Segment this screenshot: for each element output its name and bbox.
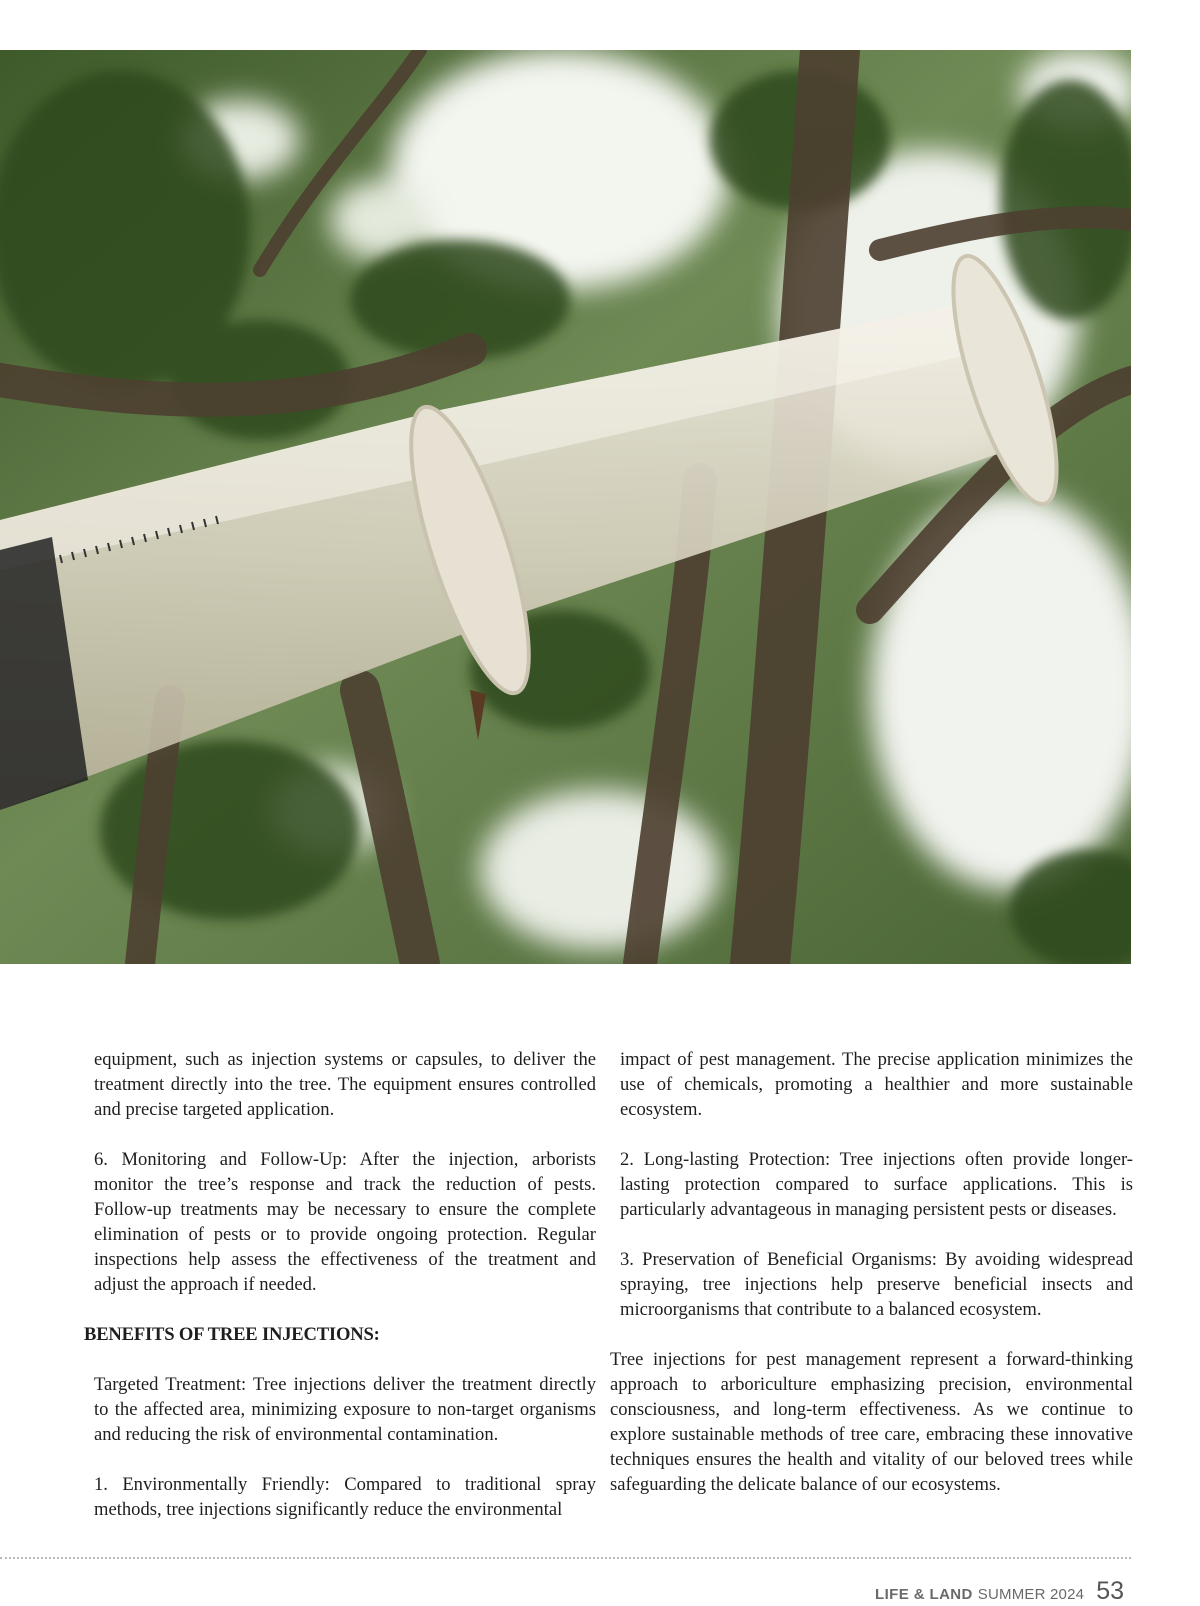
paragraph-monitoring: 6. Monitoring and Follow-Up: After the injection, arborists monitor the tree’s response and track the reduction of pests. Follow-up treatments may be necessary to ensure the complete elimination of pests or to provide ongoing protection. Regular inspections help assess the effectiveness of the treatment and adjust the approach if needed. bbox=[94, 1149, 596, 1295]
photo-illustration bbox=[0, 50, 1131, 964]
paragraph-impact: impact of pest management. The precise application minimizes the use of chemicals, promoting a healthier and more sustainable ecosystem. bbox=[620, 1049, 1133, 1120]
left-column bbox=[84, 1047, 596, 1547]
right-column bbox=[610, 1047, 1133, 1497]
paragraph-preservation: 3. Preservation of Beneficial Organisms: By avoiding widespread spraying, tree injections help preserve beneficial insects and microorganisms that contribute to a balanced ecosystem. bbox=[620, 1249, 1133, 1320]
page-footer bbox=[875, 1577, 1124, 1606]
page-number: 53 bbox=[1096, 1577, 1124, 1605]
issue-label: SUMMER 2024 bbox=[977, 1586, 1085, 1603]
heading-benefits: BENEFITS OF TREE INJECTIONS: bbox=[84, 1324, 380, 1345]
syringe-in-tree-photo bbox=[0, 50, 1131, 964]
paragraph-long-lasting: 2. Long-lasting Protection: Tree injections often provide longer-lasting protection compared to surface applications. This is particularly advantageous in managing persistent pests or diseases. bbox=[620, 1149, 1133, 1220]
magazine-name: LIFE & LAND bbox=[875, 1586, 973, 1603]
paragraph-equipment: equipment, such as injection systems or capsules, to deliver the treatment directly into the tree. The equipment ensures controlled and precise targeted application. bbox=[94, 1049, 596, 1120]
paragraph-targeted-treatment: Targeted Treatment: Tree injections deliver the treatment directly to the affected area, minimizing exposure to non-target organisms and reducing the risk of environmental contamination. bbox=[94, 1374, 596, 1445]
paragraph-environmentally-friendly: 1. Environmentally Friendly: Compared to traditional spray methods, tree injections significantly reduce the environmental bbox=[94, 1474, 596, 1520]
footer-divider bbox=[0, 1557, 1131, 1559]
paragraph-closing: Tree injections for pest management represent a forward-thinking approach to arboriculture emphasizing precision, environmental consciousness, and long-term effectiveness. As we continue to explore sustainable methods of tree care, embracing these innovative techniques ensures the health and vitality of our beloved trees while safeguarding the delicate balance of our ecosystems. bbox=[610, 1349, 1133, 1495]
